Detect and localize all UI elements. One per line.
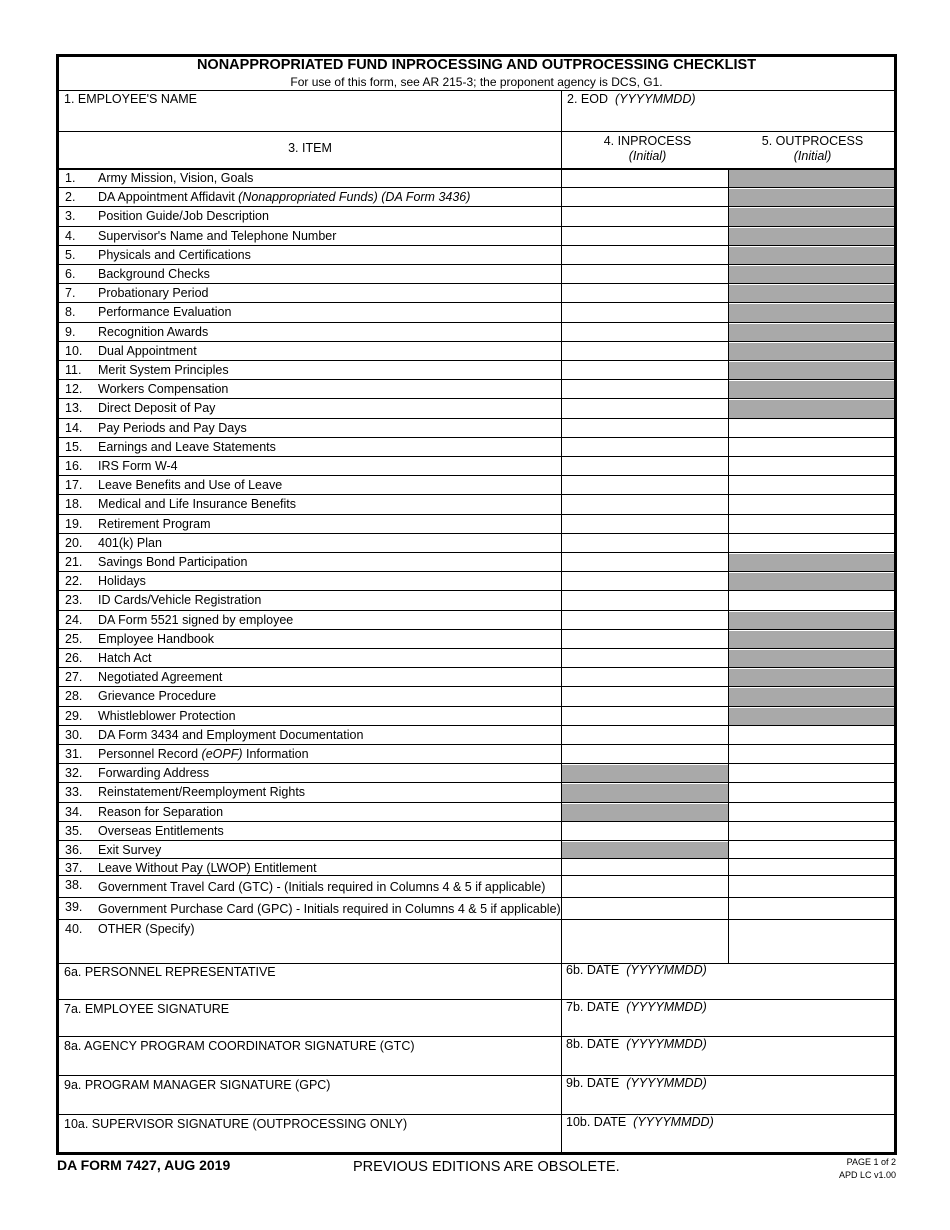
outprocess-initial-cell[interactable] bbox=[729, 765, 894, 783]
checklist-row bbox=[59, 649, 894, 668]
signature-label: 9a. PROGRAM MANAGER SIGNATURE (GPC) bbox=[64, 1078, 331, 1092]
item-text: Medical and Life Insurance Benefits bbox=[98, 497, 297, 512]
outprocess-initial-cell bbox=[729, 381, 894, 399]
inprocess-initial-cell[interactable] bbox=[562, 304, 728, 322]
item-number: 31. bbox=[65, 747, 83, 761]
outprocess-initial-cell[interactable] bbox=[729, 477, 894, 495]
outprocess-initial-cell bbox=[729, 400, 894, 418]
item-number: 33. bbox=[65, 785, 83, 800]
inprocess-initial-cell[interactable] bbox=[562, 877, 728, 898]
item-number: 25. bbox=[65, 631, 83, 646]
checklist-form bbox=[56, 54, 897, 1155]
inprocess-initial-cell bbox=[562, 804, 728, 822]
outprocess-initial-cell bbox=[729, 554, 894, 572]
checklist-row bbox=[59, 476, 894, 495]
inprocess-initial-cell bbox=[562, 784, 728, 802]
inprocess-initial-cell[interactable] bbox=[562, 477, 728, 495]
outprocess-initial-cell bbox=[729, 228, 894, 246]
inprocess-initial-cell bbox=[562, 765, 728, 783]
inprocess-initial-cell[interactable] bbox=[562, 573, 728, 591]
outprocess-initial-cell bbox=[729, 708, 894, 726]
outprocess-initial-cell bbox=[729, 324, 894, 342]
signature-field[interactable] bbox=[59, 1053, 560, 1075]
outprocess-initial-cell[interactable] bbox=[729, 458, 894, 476]
page-info: PAGE 1 of 2 APD LC v1.00 bbox=[838, 1157, 896, 1180]
item-text: Earnings and Leave Statements bbox=[98, 439, 276, 454]
signature-field[interactable] bbox=[59, 1092, 560, 1114]
outprocess-initial-cell bbox=[729, 362, 894, 380]
item-number: 17. bbox=[65, 478, 83, 493]
outprocess-initial-cell[interactable] bbox=[729, 746, 894, 764]
inprocess-initial-cell[interactable] bbox=[562, 458, 728, 476]
outprocess-initial-cell bbox=[729, 266, 894, 284]
item-number: 34. bbox=[65, 804, 83, 819]
checklist-row bbox=[59, 783, 894, 802]
date-label: 8b. DATE (YYYYMMDD) bbox=[566, 1037, 707, 1051]
signature-field[interactable] bbox=[59, 979, 560, 999]
item-text: 401(k) Plan bbox=[98, 535, 162, 550]
inprocess-initial-cell[interactable] bbox=[562, 746, 728, 764]
item-number: 32. bbox=[65, 766, 83, 781]
inprocess-initial-cell[interactable] bbox=[562, 669, 728, 687]
signature-block bbox=[59, 1115, 894, 1152]
item-text: Reinstatement/Reemployment Rights bbox=[98, 785, 306, 800]
item-text: Supervisor's Name and Telephone Number bbox=[98, 228, 337, 243]
item-number: 3. bbox=[65, 209, 76, 224]
form-title: NONAPPROPRIATED FUND INPROCESSING AND OUTPROCESSING CHECKLIST bbox=[196, 57, 757, 73]
item-number: 4. bbox=[65, 228, 76, 243]
outprocess-column-header: 5. OUTPROCESS (Initial) bbox=[761, 134, 864, 163]
item-text: Leave Without Pay (LWOP) Entitlement bbox=[98, 860, 317, 875]
item-text: DA Appointment Affidavit (Nonappropriated Funds) (DA Form 3436) bbox=[98, 190, 471, 205]
date-label: 6b. DATE (YYYYMMDD) bbox=[566, 963, 707, 977]
checklist-row bbox=[59, 876, 894, 898]
item-number: 29. bbox=[65, 708, 83, 723]
item-number: 39. bbox=[65, 900, 83, 914]
inprocess-initial-cell[interactable] bbox=[562, 362, 728, 380]
signature-field[interactable] bbox=[59, 1131, 560, 1151]
inprocess-initial-cell[interactable] bbox=[562, 400, 728, 418]
checklist-row bbox=[59, 380, 894, 399]
checklist-row bbox=[59, 822, 894, 841]
item-text: Leave Benefits and Use of Leave bbox=[98, 478, 283, 493]
checklist-row bbox=[59, 630, 894, 649]
outprocess-initial-cell bbox=[729, 285, 894, 303]
item-number: 38. bbox=[65, 878, 83, 892]
outprocess-initial-cell[interactable] bbox=[729, 727, 894, 745]
checklist-row bbox=[59, 227, 894, 246]
outprocess-initial-cell[interactable] bbox=[729, 592, 894, 610]
item-text: Background Checks bbox=[98, 267, 210, 281]
outprocess-initial-cell[interactable] bbox=[729, 921, 894, 964]
checklist-row bbox=[59, 457, 894, 476]
item-text: Performance Evaluation bbox=[98, 305, 232, 320]
checklist-row bbox=[59, 534, 894, 553]
signature-field[interactable] bbox=[59, 1016, 560, 1036]
outprocess-initial-cell[interactable] bbox=[729, 860, 894, 877]
item-number: 6. bbox=[65, 267, 76, 281]
inprocess-initial-cell[interactable] bbox=[562, 612, 728, 630]
item-number: 9. bbox=[65, 324, 76, 339]
checklist-row bbox=[59, 859, 894, 877]
item-number: 27. bbox=[65, 670, 83, 685]
item-number: 30. bbox=[65, 727, 83, 742]
item-text: Retirement Program bbox=[98, 516, 211, 531]
outprocess-initial-cell bbox=[729, 208, 894, 226]
item-text: Whistleblower Protection bbox=[98, 708, 236, 723]
item-text: Savings Bond Participation bbox=[98, 555, 248, 569]
item-text: Personnel Record (eOPF) Information bbox=[98, 747, 309, 761]
form-id: DA FORM 7427, AUG 2019 bbox=[57, 1157, 231, 1173]
item-text: Negotiated Agreement bbox=[98, 670, 223, 685]
inprocess-initial-cell[interactable] bbox=[562, 823, 728, 841]
item-text: Government Purchase Card (GPC) - Initials required in Columns 4 & 5 if applicable) bbox=[98, 902, 561, 916]
outprocess-initial-cell[interactable] bbox=[729, 823, 894, 841]
signature-label: 6a. PERSONNEL REPRESENTATIVE bbox=[64, 965, 276, 979]
checklist-row bbox=[59, 687, 894, 706]
inprocess-initial-cell[interactable] bbox=[562, 439, 728, 457]
inprocess-initial-cell[interactable] bbox=[562, 535, 728, 553]
outprocess-initial-cell bbox=[729, 247, 894, 265]
eod-field[interactable] bbox=[564, 105, 894, 129]
outprocess-initial-cell bbox=[729, 189, 894, 207]
outprocess-initial-cell bbox=[729, 669, 894, 687]
signature-block bbox=[59, 1037, 894, 1076]
checklist-row bbox=[59, 323, 894, 342]
inprocess-initial-cell[interactable] bbox=[562, 420, 728, 438]
checklist-row bbox=[59, 764, 894, 783]
date-field[interactable] bbox=[563, 1131, 894, 1151]
item-number: 26. bbox=[65, 651, 83, 665]
checklist-row bbox=[59, 265, 894, 284]
employee-name-field[interactable] bbox=[59, 105, 561, 129]
inprocess-initial-cell[interactable] bbox=[562, 921, 728, 964]
item-number: 28. bbox=[65, 689, 83, 704]
item-text: Merit System Principles bbox=[98, 363, 229, 377]
date-field[interactable] bbox=[563, 979, 894, 999]
item-number: 22. bbox=[65, 574, 83, 589]
item-text: Forwarding Address bbox=[98, 766, 210, 781]
item-text: Overseas Entitlements bbox=[98, 823, 224, 838]
employee-name-label: 1. EMPLOYEE'S NAME bbox=[64, 92, 197, 106]
inprocess-initial-cell[interactable] bbox=[562, 381, 728, 399]
date-label: 9b. DATE (YYYYMMDD) bbox=[566, 1076, 707, 1090]
outprocess-initial-cell[interactable] bbox=[729, 899, 894, 920]
checklist-row bbox=[59, 745, 894, 764]
checklist-row bbox=[59, 284, 894, 303]
eod-label: 2. EOD (YYYYMMDD) bbox=[567, 92, 696, 106]
checklist-row bbox=[59, 553, 894, 572]
item-number: 14. bbox=[65, 420, 83, 435]
item-number: 15. bbox=[65, 439, 83, 454]
outprocess-initial-cell bbox=[729, 573, 894, 591]
inprocess-initial-cell[interactable] bbox=[562, 285, 728, 303]
checklist-row bbox=[59, 920, 894, 964]
signature-label: 8a. AGENCY PROGRAM COORDINATOR SIGNATURE (GTC) bbox=[64, 1039, 415, 1053]
item-number: 7. bbox=[65, 286, 76, 301]
signature-label: 7a. EMPLOYEE SIGNATURE bbox=[64, 1002, 230, 1016]
item-text: OTHER (Specify) bbox=[98, 922, 195, 936]
item-text: IRS Form W-4 bbox=[98, 459, 178, 473]
inprocess-initial-cell[interactable] bbox=[562, 170, 728, 188]
outprocess-initial-cell[interactable] bbox=[729, 535, 894, 553]
checklist-row bbox=[59, 188, 894, 207]
outprocess-initial-cell[interactable] bbox=[729, 804, 894, 822]
item-number: 2. bbox=[65, 190, 76, 205]
checklist-row bbox=[59, 841, 894, 859]
item-text: Probationary Period bbox=[98, 286, 209, 301]
checklist-row bbox=[59, 438, 894, 457]
item-number: 11. bbox=[65, 363, 82, 377]
outprocess-initial-cell bbox=[729, 304, 894, 322]
obsolete-notice: PREVIOUS EDITIONS ARE OBSOLETE. bbox=[353, 1159, 620, 1175]
item-number: 10. bbox=[65, 343, 83, 358]
item-number: 37. bbox=[65, 860, 83, 875]
item-text: Pay Periods and Pay Days bbox=[98, 420, 247, 435]
checklist-row bbox=[59, 726, 894, 745]
item-number: 40. bbox=[65, 922, 83, 936]
outprocess-initial-cell bbox=[729, 170, 894, 188]
checklist-row bbox=[59, 898, 894, 920]
item-number: 13. bbox=[65, 401, 83, 416]
checklist-row bbox=[59, 611, 894, 630]
inprocess-initial-cell[interactable] bbox=[562, 343, 728, 361]
signature-block bbox=[59, 1076, 894, 1115]
signature-label: 10a. SUPERVISOR SIGNATURE (OUTPROCESSING ONLY) bbox=[64, 1117, 408, 1131]
inprocess-initial-cell[interactable] bbox=[562, 554, 728, 572]
inprocess-initial-cell[interactable] bbox=[562, 631, 728, 649]
item-number: 1. bbox=[65, 171, 76, 185]
item-text: Recognition Awards bbox=[98, 324, 209, 339]
outprocess-initial-cell bbox=[729, 631, 894, 649]
inprocess-initial-cell[interactable] bbox=[562, 727, 728, 745]
item-number: 23. bbox=[65, 593, 83, 608]
date-label: 10b. DATE (YYYYMMDD) bbox=[566, 1115, 714, 1129]
item-number: 24. bbox=[65, 612, 83, 627]
checklist-row bbox=[59, 591, 894, 610]
inprocess-initial-cell[interactable] bbox=[562, 324, 728, 342]
item-number: 8. bbox=[65, 305, 76, 320]
item-number: 5. bbox=[65, 247, 76, 262]
item-number: 20. bbox=[65, 535, 83, 550]
checklist-row bbox=[59, 303, 894, 322]
date-label: 7b. DATE (YYYYMMDD) bbox=[566, 1000, 707, 1014]
inprocess-initial-cell[interactable] bbox=[562, 650, 728, 668]
item-text: Position Guide/Job Description bbox=[98, 209, 269, 224]
inprocess-initial-cell[interactable] bbox=[562, 592, 728, 610]
outprocess-initial-cell[interactable] bbox=[729, 420, 894, 438]
item-number: 19. bbox=[65, 516, 83, 531]
item-text: Hatch Act bbox=[98, 651, 152, 665]
item-text: Workers Compensation bbox=[98, 382, 229, 397]
item-text: Government Travel Card (GTC) - (Initials required in Columns 4 & 5 if applicable) bbox=[98, 880, 546, 894]
inprocess-initial-cell[interactable] bbox=[562, 688, 728, 706]
item-number: 18. bbox=[65, 497, 83, 512]
checklist-row bbox=[59, 419, 894, 438]
checklist-row bbox=[59, 572, 894, 591]
item-text: Direct Deposit of Pay bbox=[98, 401, 216, 416]
item-text: Reason for Separation bbox=[98, 804, 224, 819]
inprocess-initial-cell[interactable] bbox=[562, 208, 728, 226]
outprocess-initial-cell[interactable] bbox=[729, 516, 894, 534]
inprocess-initial-cell[interactable] bbox=[562, 708, 728, 726]
outprocess-initial-cell bbox=[729, 688, 894, 706]
item-text: Exit Survey bbox=[98, 843, 162, 857]
form-subtitle: For use of this form, see AR 215-3; the proponent agency is DCS, G1. bbox=[290, 75, 663, 89]
inprocess-initial-cell bbox=[562, 842, 728, 859]
signature-block bbox=[59, 963, 894, 1000]
inprocess-initial-cell[interactable] bbox=[562, 189, 728, 207]
inprocess-initial-cell[interactable] bbox=[562, 516, 728, 534]
outprocess-initial-cell bbox=[729, 612, 894, 630]
item-text: DA Form 3434 and Employment Documentation bbox=[98, 727, 364, 742]
item-number: 16. bbox=[65, 459, 83, 473]
outprocess-initial-cell[interactable] bbox=[729, 842, 894, 859]
outprocess-initial-cell bbox=[729, 343, 894, 361]
checklist-row bbox=[59, 246, 894, 265]
inprocess-column-header: 4. INPROCESS (Initial) bbox=[603, 134, 692, 163]
inprocess-initial-cell[interactable] bbox=[562, 247, 728, 265]
checklist-row bbox=[59, 399, 894, 418]
date-field[interactable] bbox=[563, 1092, 894, 1114]
item-text: Grievance Procedure bbox=[98, 689, 217, 704]
item-number: 35. bbox=[65, 823, 83, 838]
item-column-header: 3. ITEM bbox=[288, 141, 332, 155]
checklist-row bbox=[59, 495, 894, 514]
inprocess-initial-cell[interactable] bbox=[562, 899, 728, 920]
checklist-row bbox=[59, 342, 894, 361]
inprocess-initial-cell[interactable] bbox=[562, 496, 728, 514]
checklist-row bbox=[59, 207, 894, 226]
checklist-row bbox=[59, 515, 894, 534]
checklist-row bbox=[59, 707, 894, 726]
inprocess-initial-cell[interactable] bbox=[562, 228, 728, 246]
signature-block bbox=[59, 1000, 894, 1037]
checklist-row bbox=[59, 803, 894, 822]
outprocess-initial-cell bbox=[729, 650, 894, 668]
checklist-row bbox=[59, 169, 894, 188]
inprocess-initial-cell[interactable] bbox=[562, 860, 728, 877]
item-text: Employee Handbook bbox=[98, 631, 215, 646]
date-field[interactable] bbox=[563, 1053, 894, 1075]
item-number: 36. bbox=[65, 843, 83, 857]
item-text: Dual Appointment bbox=[98, 343, 197, 358]
outprocess-initial-cell[interactable] bbox=[729, 784, 894, 802]
item-number: 21. bbox=[65, 555, 83, 569]
item-text: ID Cards/Vehicle Registration bbox=[98, 593, 262, 608]
outprocess-initial-cell[interactable] bbox=[729, 439, 894, 457]
item-text: DA Form 5521 signed by employee bbox=[98, 612, 294, 627]
item-text: Physicals and Certifications bbox=[98, 247, 251, 262]
date-field[interactable] bbox=[563, 1016, 894, 1036]
item-text: Army Mission, Vision, Goals bbox=[98, 171, 254, 185]
outprocess-initial-cell[interactable] bbox=[729, 877, 894, 898]
outprocess-initial-cell[interactable] bbox=[729, 496, 894, 514]
item-text: Holidays bbox=[98, 574, 146, 589]
checklist-row bbox=[59, 361, 894, 380]
item-number: 12. bbox=[65, 382, 83, 397]
checklist-row bbox=[59, 668, 894, 687]
inprocess-initial-cell[interactable] bbox=[562, 266, 728, 284]
